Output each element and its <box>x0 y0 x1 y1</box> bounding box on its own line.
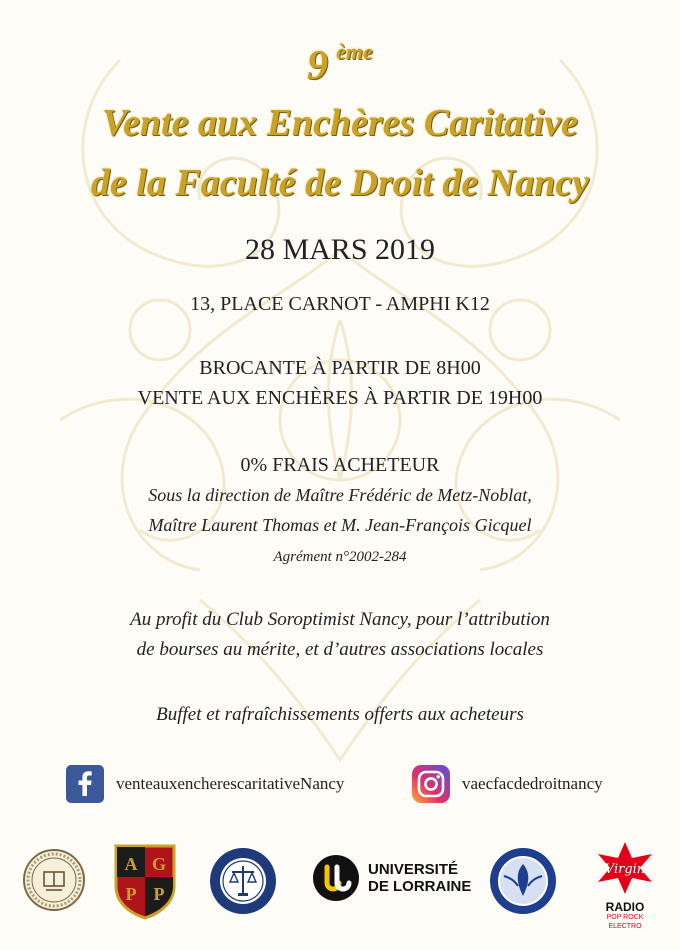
universite-line-1: UNIVERSITÉ <box>368 861 459 878</box>
nancy-universite-seal-logo <box>208 846 278 916</box>
agpp-letter-g: G <box>151 854 167 874</box>
instagram-link[interactable] <box>412 764 603 804</box>
soroptimist-logo <box>488 846 558 916</box>
virgin-star-icon <box>594 840 656 896</box>
instagram-handle: vaecfacdedroitnancy <box>462 774 603 793</box>
brocante-time: BROCANTE À PARTIR DE 8H00 <box>199 357 481 379</box>
facebook-icon <box>66 765 104 803</box>
profit-line-2: de bourses au mérite, et d’autres associations locales <box>136 639 544 660</box>
edition-suffix: ème <box>336 39 373 64</box>
universite-line-2: DE LORRAINE <box>368 878 472 895</box>
title-line-1: Vente aux Enchères Caritative <box>101 102 579 144</box>
faculty-seal-logo <box>22 848 86 912</box>
instagram-icon <box>412 765 450 803</box>
virgin-radio-label: RADIO <box>605 900 645 914</box>
agpp-shield-logo <box>112 842 178 920</box>
facebook-link[interactable] <box>66 764 344 804</box>
direction-line-1: Sous la direction de Maître Frédéric de Metz-Noblat, <box>148 485 532 505</box>
fees-block <box>0 450 680 540</box>
universite-lorraine-logo <box>312 854 471 902</box>
agrement-number: Agrément n°2002-284 <box>273 549 407 565</box>
direction-line-2: Maître Laurent Thomas et M. Jean-François Gicquel <box>148 515 532 535</box>
beneficiaries <box>0 605 680 665</box>
auction-time: VENTE AUX ENCHÈRES À PARTIR DE 19H00 <box>137 387 543 409</box>
sponsor-logos <box>0 838 680 938</box>
edition-number: 9 <box>307 43 329 89</box>
agpp-letter-p1: P <box>125 884 137 904</box>
universite-lorraine-mark-icon <box>312 854 360 902</box>
agpp-letter-a: A <box>124 854 138 874</box>
event-hours <box>0 353 680 413</box>
profit-line-1: Au profit du Club Soroptimist Nancy, pour l’attribution <box>130 609 550 630</box>
edition-heading <box>0 28 680 90</box>
virgin-tagline: POP ROCK ELECTRO <box>606 914 644 930</box>
virgin-radio-logo <box>590 840 660 931</box>
buffet-note: Buffet et rafraîchissements offerts aux acheteurs <box>156 704 524 725</box>
buyer-fees: 0% FRAIS ACHETEUR <box>240 454 440 476</box>
event-place: 13, PLACE CARNOT - AMPHI K12 <box>190 293 490 315</box>
title-line-2: de la Faculté de Droit de Nancy <box>90 162 590 204</box>
virgin-word: Virgin <box>604 862 646 877</box>
agpp-letter-p2: P <box>153 884 165 904</box>
facebook-handle: venteauxencherescaritativeNancy <box>116 774 345 793</box>
event-date: 28 MARS 2019 <box>244 233 436 266</box>
